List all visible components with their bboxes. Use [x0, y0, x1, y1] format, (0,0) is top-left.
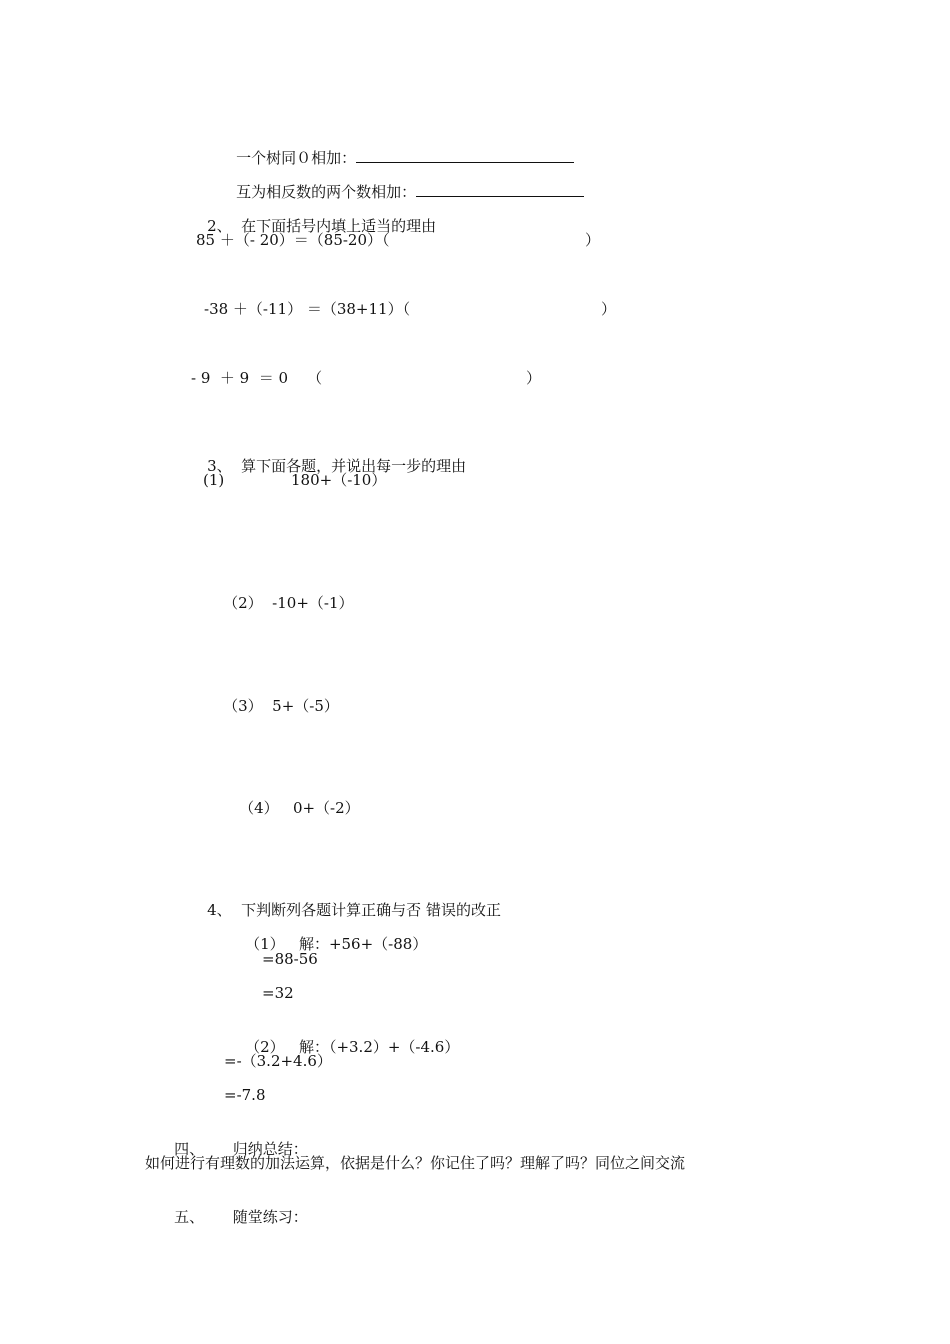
fill-row-zero-label: 一个树同０相加：: [236, 149, 357, 167]
q3-item-expr: -10+（-1）: [272, 594, 354, 612]
section-number: 四、: [174, 1140, 205, 1158]
q4-sub1-step: =32: [262, 984, 294, 1002]
q3-item-label: （3）: [223, 697, 263, 715]
q4-sub1-step: =88-56: [262, 950, 318, 968]
question-number: 2、: [207, 217, 232, 235]
q3-item-label: （2）: [223, 594, 263, 612]
section-4-body: 如何进行有理数的加法运算，依据是什么？你记住了吗？理解了吗？同位之间交流: [145, 1154, 686, 1172]
q4-sub-expr: 解：（+3.2）+（-4.6）: [298, 1038, 460, 1056]
q3-item-expr: 0+（-2）: [292, 799, 360, 817]
q3-item-label: (1): [203, 471, 225, 489]
q3-item-expr: 5+（-5）: [272, 697, 339, 715]
section-title: 随堂练习：: [232, 1208, 308, 1226]
question-title: 在下面括号内填上适当的理由: [241, 217, 437, 235]
fill-row-opposite-label: 互为相反数的两个数相加：: [236, 183, 417, 201]
fill-blank[interactable]: [416, 182, 584, 197]
question-number: 4、: [207, 901, 232, 919]
q4-sub-label: （2）: [245, 1038, 285, 1056]
q4-sub1: [226, 914, 427, 974]
q2-row-close-paren: ）: [585, 231, 601, 249]
section-title: 归纳总结：: [232, 1140, 308, 1158]
q3-item: [220, 778, 360, 838]
q4-sub-expr: 解：+56+（-88）: [298, 935, 428, 953]
q4-sub-label: （1）: [245, 935, 285, 953]
q2-row-expr: -38 ＋（-11） ＝（38+11）（: [204, 300, 411, 318]
q2-row-expr: 85 ＋（- 20）＝（85-20）（: [196, 231, 390, 249]
q3-item: [204, 573, 354, 633]
section-number: 五、: [174, 1208, 205, 1226]
q4-sub2-step: =-7.8: [224, 1086, 266, 1104]
q4-sub2-step: =-（3.2+4.6）: [224, 1052, 332, 1070]
q2-row-expr: - 9 ＋ 9 ＝ 0 （: [191, 369, 323, 387]
q3-item: [204, 676, 339, 736]
q2-row-close-paren: ）: [526, 369, 542, 387]
question-number: 3、: [207, 457, 232, 475]
q2-row-close-paren: ）: [601, 300, 617, 318]
question-title: 下判断列各题计算正确与否 错误的改正: [241, 901, 501, 919]
section-5-heading: [155, 1187, 308, 1247]
question-title: 算下面各题，并说出每一步的理由: [241, 457, 467, 475]
q3-item-label: （4）: [239, 799, 279, 817]
fill-blank[interactable]: [356, 148, 574, 163]
q3-item-expr: 180+（-10）: [291, 471, 387, 489]
